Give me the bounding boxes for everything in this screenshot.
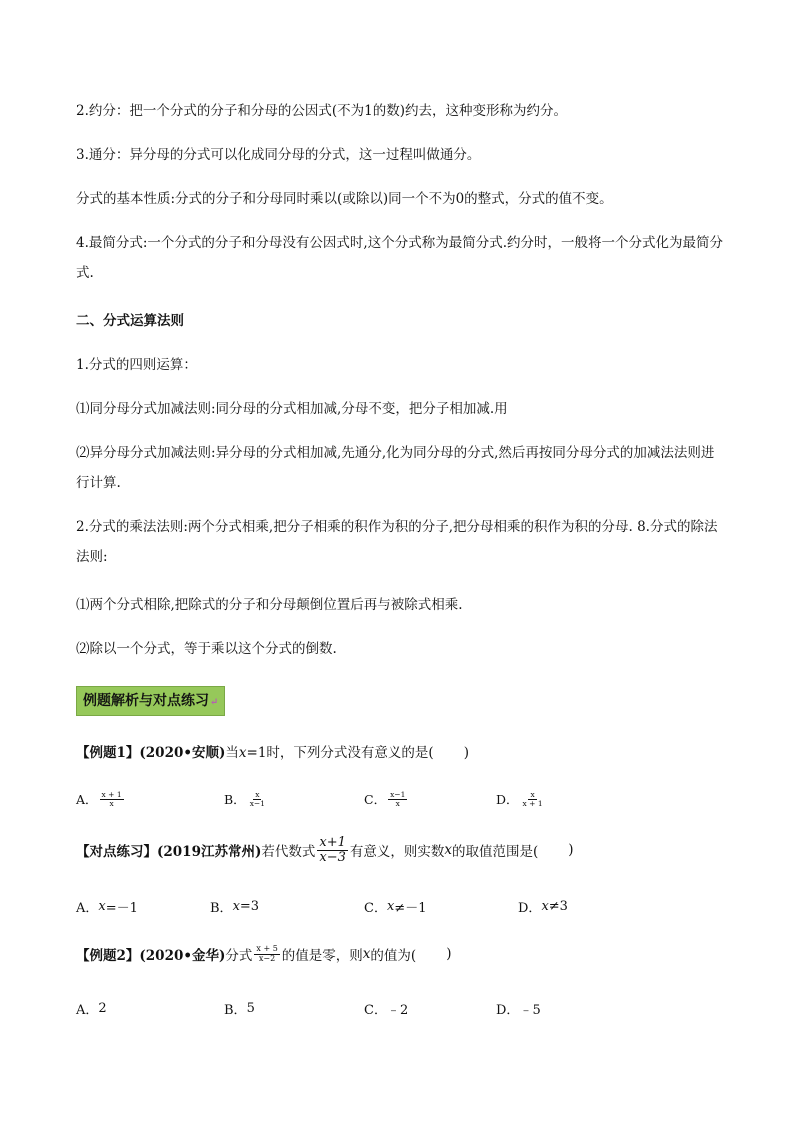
paragraph-common-denominator: 3.通分：异分母的分式可以化成同分母的分式，这一过程叫做通分。	[76, 147, 481, 163]
example-2-tag: 【例题2】	[76, 948, 140, 964]
fraction: $\frac{x}{x + 1}$	[522, 789, 543, 808]
example-1-source: (2020•安顺)	[139, 745, 226, 761]
banner-label: 例题解析与对点练习	[83, 693, 209, 709]
fraction: $\frac{x-1}{x}$	[390, 789, 406, 808]
practice-option-d: D． x ≠3	[518, 898, 568, 916]
paragraph-multiplication-rule: 2.分式的乘法法则:两个分式相乘,把分子相乘的积作为积的分子,把分母相乘的积作为积的分母. 8.分式的除法法则:	[76, 519, 718, 565]
example-2-question: 【例题2】 (2020•金华) 分式 $\frac{x + 5}{x-2}$ 的值是零，则 x 的值为( )	[76, 944, 452, 964]
example-1-options	[76, 787, 726, 811]
practice-option-c: C． x ≠－1	[364, 898, 427, 916]
fraction: $\frac{x + 5}{x-2}$	[256, 944, 278, 963]
paragraph-basic-property: 分式的基本性质:分式的分子和分母同时乘以(或除以)同一个不为0的整式，分式的值不变。	[76, 191, 613, 207]
example-2-option-b: B． 5	[224, 1000, 255, 1018]
fraction: $\frac{x + 1}{x}$	[101, 789, 122, 808]
paragraph-division-rule-2: ⑵除以一个分式，等于乘以这个分式的倒数.	[76, 641, 337, 657]
practice-question: 【对点练习】 (2019江苏常州) 若代数式 $\frac{x+1}{x-3}$ 有意义，则实数 x 的取值范围是( )	[76, 835, 574, 865]
paragraph-mark-icon: ↵	[210, 697, 219, 708]
example-2-option-a: A． 2	[76, 1000, 107, 1018]
paragraph-same-denominator-rule: ⑴同分母分式加减法则:同分母的分式相加减,分母不变，把分子相加减.用	[76, 401, 508, 417]
practice-option-b: B． x =3	[210, 898, 260, 916]
paragraph-four-operations: 1.分式的四则运算：	[76, 357, 197, 373]
example-2-option-c: C． ﹣2	[364, 1002, 409, 1018]
practice-options	[76, 894, 726, 918]
example-1-question: 【例题1】(2020•安顺)当x=1时，下列分式没有意义的是( )	[76, 745, 469, 761]
fraction: $\frac{x}{x-1}$	[249, 789, 265, 808]
example-1-option-c: C． $\frac{x-1}{x}$	[364, 789, 406, 808]
example-1-tag: 【例题1】	[76, 745, 140, 761]
section-heading-operation-rules: 二、分式运算法则	[76, 313, 184, 329]
paragraph-reduction: 2.约分：把一个分式的分子和分母的公因式(不为1的数)约去，这种变形称为约分。	[76, 103, 568, 119]
paragraph-simplest-fraction: 4.最简分式:一个分式的分子和分母没有公因式时,这个分式称为最简分式.约分时，一般将一个分式化为最简分式.	[76, 235, 724, 281]
example-1-option-d: D． $\frac{x}{x + 1}$	[496, 789, 543, 808]
paragraph-division-rule-1: ⑴两个分式相除,把除式的分子和分母颠倒位置后再与被除式相乘.	[76, 597, 463, 613]
fraction: $\frac{x+1}{x-3}$	[319, 835, 346, 865]
practice-option-a: A． x =－1	[76, 898, 138, 916]
practice-tag: 【对点练习】	[76, 844, 157, 861]
example-2-option-d: D． ﹣5	[496, 1002, 541, 1018]
example-2-options	[76, 996, 726, 1020]
example-2-source: (2020•金华)	[139, 948, 226, 964]
example-1-option-a: A． $\frac{x + 1}{x}$	[76, 789, 122, 808]
practice-source: (2019江苏常州)	[157, 844, 262, 861]
paragraph-different-denominator-rule: ⑵异分母分式加减法则:异分母的分式相加减,先通分,化为同分母的分式,然后再按同分母分式的加减法法则进行计算.	[76, 445, 715, 491]
example-1-option-b: B． $\frac{x}{x-1}$	[224, 789, 265, 808]
section-banner	[76, 686, 225, 716]
